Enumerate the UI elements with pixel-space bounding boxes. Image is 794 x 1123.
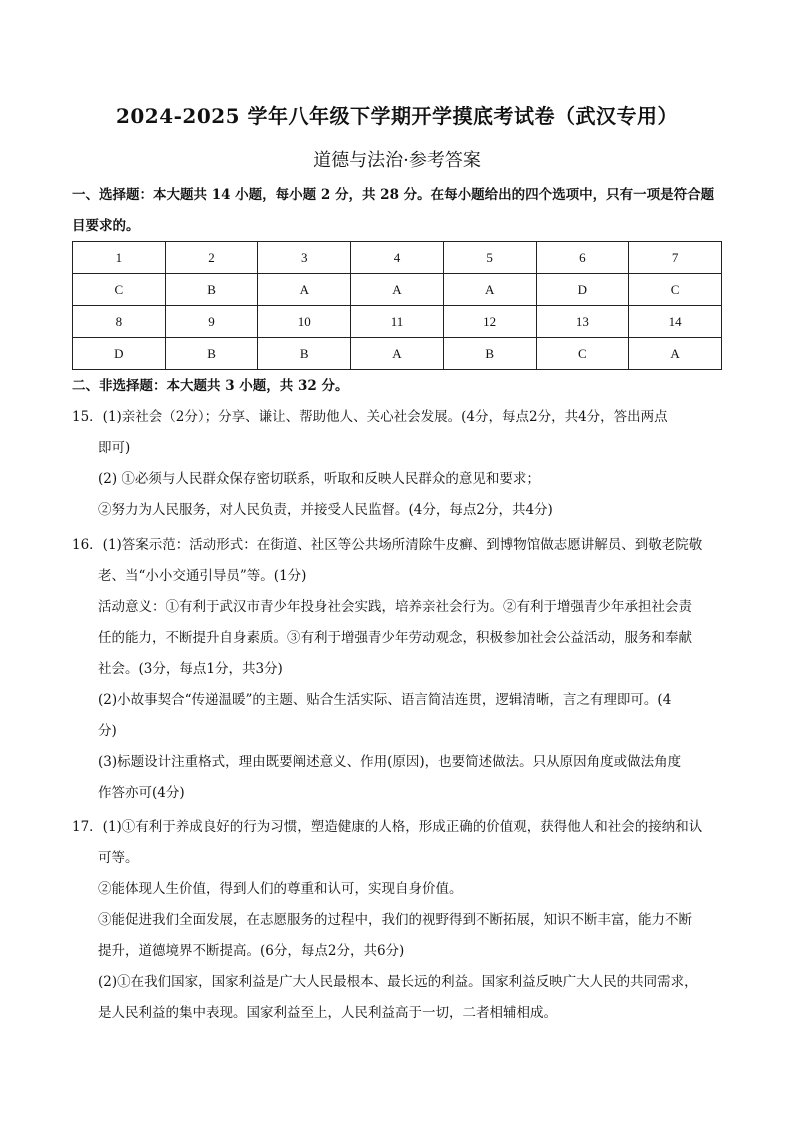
answer-line: (2)小故事契合“传递温暖”的主题、贴合生活实际、语言简洁连贯，逻辑清晰，言之有理即可。(4	[98, 692, 672, 708]
table-row	[73, 242, 722, 274]
table-cell: C	[629, 274, 722, 306]
answer-line: (2)①在我们国家，国家利益是广大人民最根本、最长远的利益。国家利益反映广大人民的共同需求，	[98, 974, 698, 990]
table-cell: B	[443, 338, 536, 370]
table-cell: 1	[73, 242, 166, 274]
table-cell: 7	[629, 242, 722, 274]
page-title: 2024-2025 学年八年级下学期开学摸底考试卷（武汉专用）	[115, 104, 679, 128]
table-row	[73, 274, 722, 306]
answer-line: 分)	[98, 723, 117, 739]
table-cell: 2	[165, 242, 258, 274]
answer-line: 任的能力，不断提升自身素质。③有利于增强青少年劳动观念，积极参加社会公益活动，服务和奉献	[98, 630, 692, 646]
table-cell: B	[165, 274, 258, 306]
section1-heading: 一、选择题：本大题共 14 小题，每小题 2 分，共 28 分。在每小题给出的四个选项中，只有一项是符合题	[72, 187, 715, 203]
table-cell: C	[536, 338, 629, 370]
answer-line: 作答亦可(4分)	[98, 785, 185, 801]
table-cell: 9	[165, 306, 258, 338]
table-cell: 5	[443, 242, 536, 274]
table-row	[73, 306, 722, 338]
table-cell: 10	[258, 306, 351, 338]
table-cell: 4	[351, 242, 444, 274]
table-cell: A	[629, 338, 722, 370]
answer-line: ②努力为人民服务，对人民负责，并接受人民监督。(4分，每点2分，共4分)	[98, 502, 553, 518]
table-cell: C	[73, 274, 166, 306]
section1-heading-cont: 目要求的。	[72, 218, 140, 234]
table-cell: 14	[629, 306, 722, 338]
page-subtitle: 道德与法治·参考答案	[313, 150, 481, 171]
table-cell: 6	[536, 242, 629, 274]
table-cell: B	[258, 338, 351, 370]
table-cell: 12	[443, 306, 536, 338]
answer-line: 15．(1)亲社会（2分）；分享、谦让、帮助他人、关心社会发展。(4分，每点2分，共4分，答出两点	[72, 409, 668, 425]
answer-line: 17．(1)①有利于养成良好的行为习惯，塑造健康的人格，形成正确的价值观，获得他人和社会的接纳和认	[72, 819, 703, 835]
table-cell: A	[258, 274, 351, 306]
answer-line: 提升，道德境界不断提高。(6分，每点2分，共6分)	[98, 943, 405, 959]
section2-heading: 二、非选择题：本大题共 3 小题，共 32 分。	[72, 378, 349, 394]
answer-line: (3)标题设计注重格式，理由既要阐述意义、作用(原因)，也要简述做法。只从原因角度或做法角度	[98, 754, 682, 770]
answer-line: 老、当“小小交通引导员”等。(1分)	[98, 568, 307, 584]
answer-table	[72, 241, 722, 370]
table-cell: D	[536, 274, 629, 306]
table-cell: 8	[73, 306, 166, 338]
answer-line: 即可)	[98, 440, 131, 456]
table-cell: B	[165, 338, 258, 370]
answer-line: 社会。(3分，每点1分，共3分)	[98, 661, 283, 677]
table-cell: 11	[351, 306, 444, 338]
answer-line: (2) ①必须与人民群众保存密切联系，听取和反映人民群众的意见和要求；	[98, 471, 540, 487]
answer-line: ②能体现人生价值，得到人们的尊重和认可，实现自身价值。	[98, 881, 463, 897]
table-cell: D	[73, 338, 166, 370]
answer-line: 活动意义：①有利于武汉市青少年投身社会实践，培养亲社会行为。②有利于增强青少年承担社会责	[98, 599, 692, 615]
table-cell: 3	[258, 242, 351, 274]
table-cell: A	[351, 338, 444, 370]
answer-line: ③能促进我们全面发展，在志愿服务的过程中，我们的视野得到不断拓展，知识不断丰富，能力不断	[98, 912, 692, 928]
table-cell: A	[351, 274, 444, 306]
table-cell: A	[443, 274, 536, 306]
answer-line: 16．(1)答案示范：活动形式：在街道、社区等公共场所清除牛皮癣、到博物馆做志愿讲解员、到敬老院敬	[72, 537, 703, 553]
answer-line: 可等。	[98, 850, 139, 866]
table-row	[73, 338, 722, 370]
table-cell: 13	[536, 306, 629, 338]
answer-line: 是人民利益的集中表现。国家利益至上，人民利益高于一切，二者相辅相成。	[98, 1005, 557, 1021]
